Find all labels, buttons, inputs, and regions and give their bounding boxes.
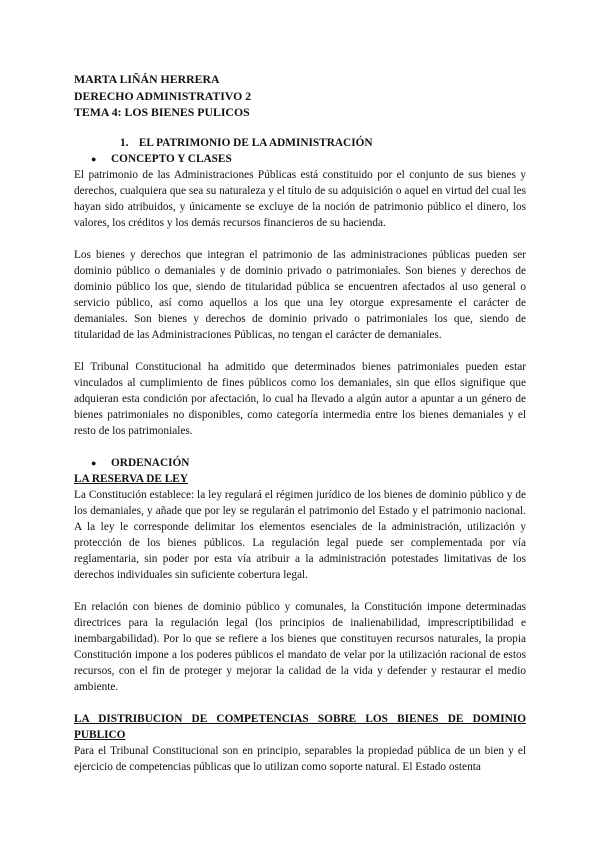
ordenacion-section: [74, 455, 526, 775]
bullet-icon: ●: [91, 154, 97, 164]
bullet-icon: ●: [91, 458, 97, 468]
author-name: MARTA LIÑÁN HERRERA: [74, 72, 220, 86]
course-name: DERECHO ADMINISTRATIVO 2: [74, 88, 252, 103]
topic-title: TEMA 4: LOS BIENES PULICOS: [74, 105, 250, 119]
ordenacion-heading: [74, 455, 526, 471]
concepto-paragraph-3: El Tribunal Constitucional ha admitido que determinados bienes patrimoniales pueden estar vinculados al cumplimiento de fines públicos como los demaniales, sin que ellos signifique que adquieran esta condición por afectación, lo cual ha llevado a algún autor a apuntar a un género de bienes patrimoniales no disponibles, como categoría intermedia entre los bienes demaniales y el resto de los patrimoniales.: [74, 361, 526, 437]
section-1-heading: [74, 135, 526, 151]
reserva-heading: LA RESERVA DE LEY: [74, 473, 188, 485]
concepto-paragraph-2: Los bienes y derechos que integran el patrimonio de las administraciones públicas pueden ser dominio público o demaniales y de dominio privado o patrimoniales. Son bienes y derechos de dominio público los que, siendo de titularidad pública se encuentren afectados al uso general o servicio público, así como aquellos a los que una ley otorgue expresamente el carácter de demaniales. Son bienes y derechos de dominio privado o patrimoniales los que, siendo de titularidad de las Administraciones Públicas, no tengan el carácter de demaniales.: [74, 249, 526, 341]
section-title: EL PATRIMONIO DE LA ADMINISTRACIÓN: [138, 137, 373, 149]
reserva-paragraph-1: La Constitución establece: la ley regulará el régimen jurídico de los bienes de dominio público y de los demaniales, y añade que por ley se regularán el patrimonio del Estado y el patrimonio nacional. A la ley le corresponde delimitar los elementos esenciales de la administración, utilización y protección de los bienes públicos. La regulación legal puede ser complementada por vía reglamentaria, sin poder por esta vía atribuir a la administración potestades limitativas de los derechos individuales sin suficiente cobertura legal.: [74, 489, 526, 581]
section-number: 1.: [120, 137, 129, 149]
distribucion-heading: LA DISTRIBUCION DE COMPETENCIAS SOBRE LOS BIENES DE DOMINIO PUBLICO: [74, 713, 526, 741]
reserva-paragraph-2: En relación con bienes de dominio público y comunales, la Constitución impone determinadas directrices para la regulación legal (los principios de inalienabilidad, imprescriptibilidad e inembargabilidad). Por lo que se refiere a los bienes que constituyen recursos naturales, la propia Constitución impone a los poderes públicos el mandato de velar por la utilización racional de estos recursos, con el fin de proteger y mejorar la calidad de la vida y defender y restaurar el medio ambiente.: [74, 601, 526, 693]
concepto-heading: [74, 151, 526, 167]
concepto-paragraph-1: El patrimonio de las Administraciones Públicas está constituido por el conjunto de sus bienes y derechos, cualquiera que sea su naturaleza y el título de su adquisición o aquel en virtud del cual les hayan sido atribuidos, y únicamente se excluye de la noción de patrimonio público el dinero, los valores, los créditos y los demás recursos financieros de su hacienda.: [74, 169, 526, 229]
distribucion-paragraph: Para el Tribunal Constitucional son en principio, separables la propiedad pública de un bien y el ejercicio de competencias públicas que lo utilizan como soporte natural. El Estado ostenta: [74, 745, 526, 773]
document-header: [74, 71, 251, 121]
concepto-title: CONCEPTO Y CLASES: [111, 153, 232, 165]
concepto-section: [74, 151, 526, 439]
ordenacion-title: ORDENACIÓN: [111, 457, 190, 469]
